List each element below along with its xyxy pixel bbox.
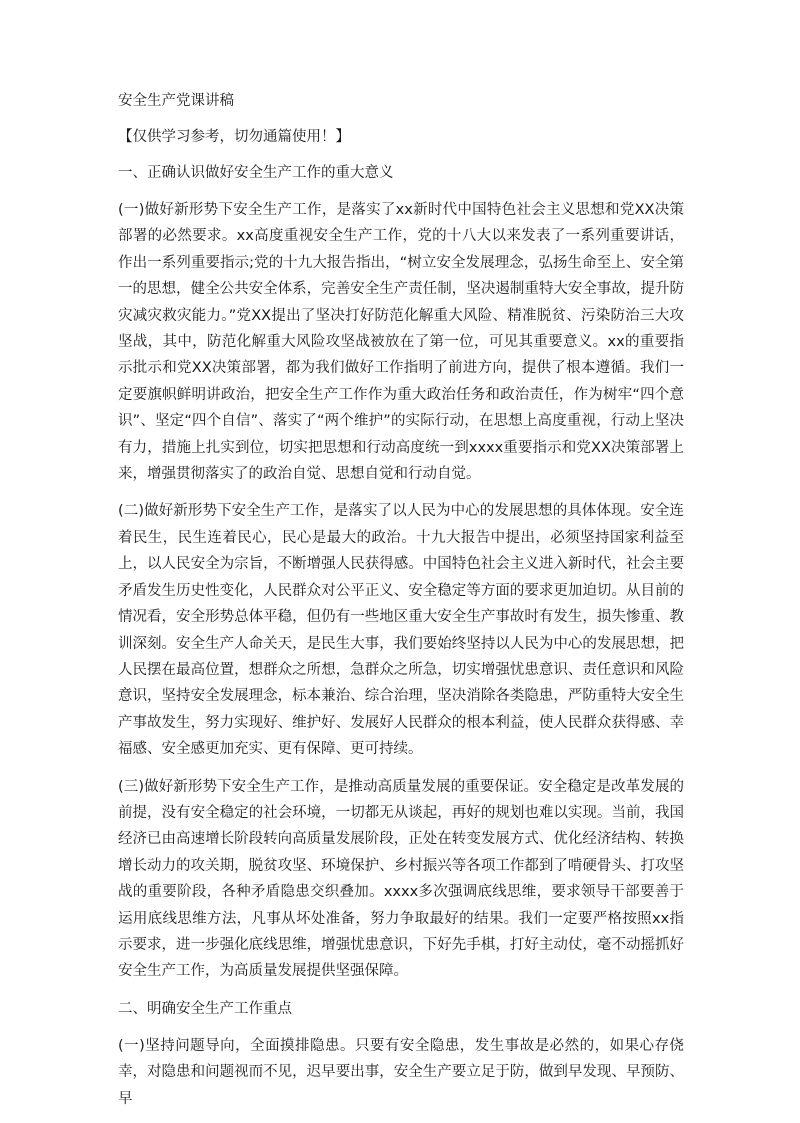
usage-note: 【仅供学习参考，切勿通篇使用！】 [118, 129, 350, 145]
paragraph-3: (三)做好新形势下安全生产工作，是推动高质量发展的重要保证。安全稳定是改革发展的前提，没有安全稳定的社会环境，一切都无从谈起，再好的规划也难以实现。当前，我国经济已由高速增长阶段转向高质量发展阶段，正处在转变发展方式、优化经济结构、转换增长动力的攻关期，脱贫攻坚、环境保护、乡村振兴等各项工作都到了啃硬骨头、打攻坚战的重要阶段，各种矛盾隐患交织叠加。xxxx多次强调底线思维，要求领导干部要善于运用底线思维方法，凡事从坏处准备，努力争取最好的结果。我们一定要严格按照xx指示要求，进一步强化底线思维，增强忧患意识，下好先手棋，打好主动仗，毫不动摇抓好安全生产工作，为高质量发展提供坚强保障。 [118, 778, 684, 980]
document-title: 安全生产党课讲稿 [118, 93, 234, 109]
paragraph-4: (一)坚持问题导向，全面摸排隐患。只要有安全隐患，发生事故是必然的，如果心存侥幸，对隐患和问题视而不见，迟早要出事，安全生产要立足于防，做到早发现、早预防、早 [118, 1037, 684, 1107]
section-heading-2: 二、明确安全生产工作重点 [118, 1000, 292, 1017]
paragraph-1: (一)做好新形势下安全生产工作，是落实了xx新时代中国特色社会主义思想和党XX决策部署的必然要求。xx高度重视安全生产工作，党的十八大以来发表了一系列重要讲话，作出一系列重要指示;党的十九大报告指出，“树立安全发展理念，弘扬生命至上、安全第一的思想，健全公共安全体系，完善安全生产责任制，坚决遏制重特大安全事故，提升防灾减灾救灾能力。”党XX提出了坚决打好防范化解重大风险、精准脱贫、污染防治三大攻坚战，其中，防范化解重大风险攻坚战被放在了第一位，可见其重要意义。xx的重要指示批示和党XX决策部署，都为我们做好工作指明了前进方向，提供了根本遵循。我们一定要旗帜鲜明讲政治，把安全生产工作作为重大政治任务和政治责任，作为树牢“四个意识”、坚定“四个自信”、落实了“两个维护”的实际行动，在思想上高度重视，行动上坚决有力，措施上扎实到位，切实把思想和行动高度统一到xxxx重要指示和党XX决策部署上来，增强贯彻落实了的政治自觉、思想自觉和行动自觉。 [118, 202, 684, 483]
document-page [118, 88, 684, 1123]
paragraph-2: (二)做好新形势下安全生产工作，是落实了以人民为中心的发展思想的具体体现。安全连着民生，民生连着民心，民心是最大的政治。十九大报告中提出，必须坚持国家利益至上，以人民安全为宗旨，不断增强人民获得感。中国特色社会主义进入新时代，社会主要矛盾发生历史性变化，人民群众对公平正义、安全稳定等方面的要求更加迫切。从目前的情况看，安全形势总体平稳，但仍有一些地区重大安全生产事故时有发生，损失惨重、教训深刻。安全生产人命关天，是民生大事，我们要始终坚持以人民为中心的发展思想，把人民摆在最高位置，想群众之所想，急群众之所急，切实增强忧患意识、责任意识和风险意识，坚持安全发展理念，标本兼治、综合治理，坚决消除各类隐患，严防重特大安全生产事故发生，努力实现好、维护好、发展好人民群众的根本利益，使人民群众获得感、幸福感、安全感更加充实、更有保障、更可持续。 [118, 503, 684, 758]
section-heading-1: 一、正确认识做好安全生产工作的重大意义 [118, 165, 394, 181]
